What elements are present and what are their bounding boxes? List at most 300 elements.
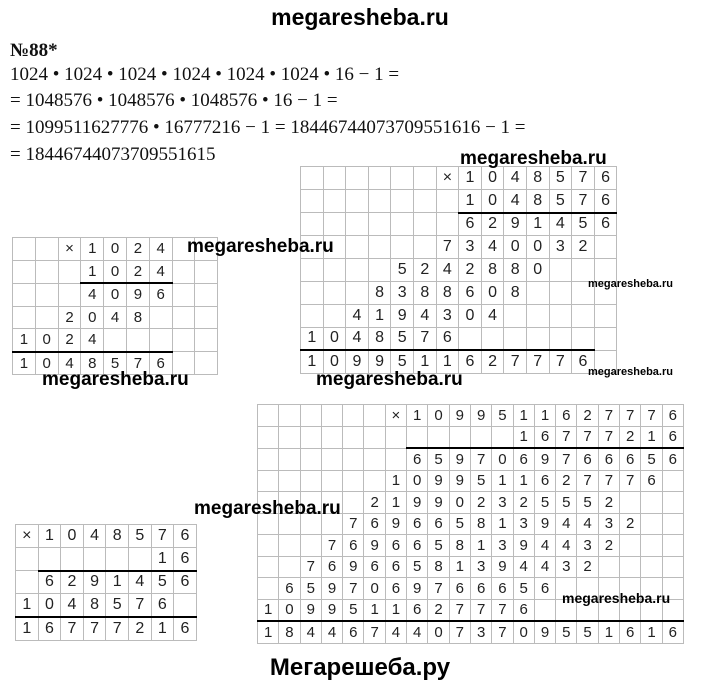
- grid-cell: 6: [343, 621, 364, 643]
- grid-cell: 4: [346, 304, 369, 327]
- grid-cell: 5: [534, 492, 555, 514]
- grid-cell: [13, 238, 36, 261]
- grid-cell: 3: [492, 492, 513, 514]
- grid-cell: 7: [343, 513, 364, 535]
- grid-cell: 1: [492, 470, 513, 492]
- grid-cell: 5: [577, 621, 598, 643]
- grid-cell: 1: [526, 213, 549, 236]
- grid-cell: 0: [504, 236, 527, 259]
- grid-cell: 6: [594, 167, 617, 190]
- grid-cell: [279, 470, 300, 492]
- grid-cell: 3: [556, 556, 577, 578]
- grid-cell: 2: [598, 492, 619, 514]
- grid-cell: 1: [534, 405, 555, 427]
- grid-cell: [549, 259, 572, 282]
- grid-row: [16, 525, 197, 548]
- grid-cell: 0: [481, 167, 504, 190]
- grid-cell: 0: [428, 405, 449, 427]
- grid-cell: [572, 304, 595, 327]
- grid-row: [16, 547, 197, 570]
- grid-cell: 6: [407, 513, 428, 535]
- grid-cell: 9: [534, 448, 555, 470]
- grid-cell: 9: [343, 556, 364, 578]
- grid-cell: 1: [13, 329, 36, 352]
- grid-cell: 6: [385, 535, 406, 557]
- grid-cell: 7: [492, 599, 513, 621]
- grid-cell: 6: [385, 578, 406, 600]
- grid-cell: 8: [526, 167, 549, 190]
- grid-cell: 6: [662, 448, 683, 470]
- grid-row: [258, 448, 684, 470]
- grid-cell: 0: [459, 304, 482, 327]
- grid-cell: 4: [481, 236, 504, 259]
- grid-cell: 7: [300, 556, 321, 578]
- grid-cell: 0: [428, 621, 449, 643]
- grid-cell: [301, 304, 324, 327]
- grid-cell: 9: [391, 304, 414, 327]
- grid-cell: [620, 535, 641, 557]
- grid-cell: 9: [385, 513, 406, 535]
- grid-cell: 7: [364, 621, 385, 643]
- grid-cell: [549, 327, 572, 350]
- grid-cell: 4: [385, 621, 406, 643]
- grid-cell: 2: [481, 350, 504, 373]
- grid-cell: 2: [364, 492, 385, 514]
- grid-cell: [343, 492, 364, 514]
- grid-cell: [172, 306, 195, 329]
- grid-cell: 4: [346, 327, 369, 350]
- grid-cell: 0: [481, 189, 504, 212]
- grid-cell: 6: [174, 525, 197, 548]
- grid-cell: 4: [513, 556, 534, 578]
- grid-cell: 0: [279, 599, 300, 621]
- grid-cell: [195, 260, 218, 283]
- grid-cell: 1: [513, 405, 534, 427]
- grid-cell: [481, 327, 504, 350]
- multiplication-grid-1048576: [300, 166, 617, 374]
- grid-cell: 3: [492, 535, 513, 557]
- grid-row: [13, 329, 218, 352]
- grid-cell: [258, 535, 279, 557]
- grid-cell: 7: [598, 470, 619, 492]
- grid-cell: 6: [534, 470, 555, 492]
- grid-cell: 8: [368, 327, 391, 350]
- grid-cell: [301, 281, 324, 304]
- grid-cell: [321, 426, 342, 448]
- grid-row: [258, 535, 684, 557]
- grid-cell: 6: [641, 470, 662, 492]
- grid-cell: [346, 281, 369, 304]
- grid-cell: 1: [258, 621, 279, 643]
- grid-cell: 4: [58, 352, 81, 375]
- grid-cell: [300, 470, 321, 492]
- grid-cell: 1: [364, 599, 385, 621]
- grid-cell: [321, 405, 342, 427]
- grid-cell: 5: [128, 525, 151, 548]
- grid-cell: [391, 167, 414, 190]
- grid-cell: [258, 578, 279, 600]
- grid-cell: 6: [385, 556, 406, 578]
- grid-cell: 6: [174, 547, 197, 570]
- grid-cell: 5: [513, 578, 534, 600]
- grid-cell: [35, 306, 58, 329]
- grid-cell: [526, 281, 549, 304]
- grid-cell: 8: [106, 525, 129, 548]
- grid-cell: 0: [526, 236, 549, 259]
- grid-cell: 7: [504, 350, 527, 373]
- grid-cell: 2: [598, 535, 619, 557]
- watermark-top: megaresheba.ru: [271, 4, 449, 30]
- grid-cell: [641, 535, 662, 557]
- grid-cell: 6: [449, 578, 470, 600]
- grid-cell: 6: [174, 571, 197, 594]
- grid-cell: [300, 426, 321, 448]
- grid-cell: 4: [413, 304, 436, 327]
- grid-cell: 1: [459, 167, 482, 190]
- grid-cell: 4: [300, 621, 321, 643]
- grid-cell: [61, 547, 84, 570]
- grid-cell: 6: [594, 189, 617, 212]
- grid-cell: 6: [662, 405, 683, 427]
- grid-cell: [526, 304, 549, 327]
- grid-cell: 6: [513, 599, 534, 621]
- grid-cell: [323, 281, 346, 304]
- grid-cell: 5: [428, 448, 449, 470]
- grid-cell: 3: [513, 513, 534, 535]
- grid-cell: 2: [459, 259, 482, 282]
- grid-cell: [13, 306, 36, 329]
- grid-cell: 5: [556, 492, 577, 514]
- grid-cell: 8: [504, 259, 527, 282]
- grid-cell: [662, 556, 683, 578]
- grid-cell: [323, 259, 346, 282]
- grid-cell: [364, 448, 385, 470]
- grid-cell: [279, 448, 300, 470]
- watermark-inline: megaresheba.ru: [316, 369, 463, 390]
- grid-cell: 5: [572, 213, 595, 236]
- grid-cell: 1: [301, 327, 324, 350]
- grid-cell: 6: [662, 621, 683, 643]
- grid-cell: 4: [81, 329, 104, 352]
- grid-cell: 6: [513, 448, 534, 470]
- grid-cell: [346, 213, 369, 236]
- grid-cell: [368, 189, 391, 212]
- grid-cell: 3: [391, 281, 414, 304]
- grid-row: [301, 213, 617, 236]
- watermark-inline-small: megaresheba.ru: [588, 278, 673, 290]
- grid-cell: 8: [81, 352, 104, 375]
- grid-cell: 5: [300, 578, 321, 600]
- grid-cell: 7: [470, 448, 491, 470]
- grid-cell: [16, 547, 39, 570]
- grid-cell: [13, 260, 36, 283]
- grid-cell: 9: [492, 556, 513, 578]
- grid-cell: 4: [83, 525, 106, 548]
- grid-cell: [492, 426, 513, 448]
- grid-cell: 1: [13, 352, 36, 375]
- grid-cell: 7: [106, 617, 129, 640]
- grid-cell: [662, 535, 683, 557]
- grid-cell: 0: [35, 352, 58, 375]
- grid-cell: 6: [556, 405, 577, 427]
- grid-cell: 5: [391, 350, 414, 373]
- grid-cell: 5: [470, 470, 491, 492]
- solution-line-4: = 18446744073709551615: [10, 144, 216, 165]
- grid-cell: 8: [83, 594, 106, 617]
- grid-cell: 0: [81, 306, 104, 329]
- grid-cell: 4: [577, 513, 598, 535]
- grid-cell: [104, 329, 127, 352]
- grid-row: [13, 260, 218, 283]
- grid-cell: 7: [428, 578, 449, 600]
- grid-cell: 6: [470, 578, 491, 600]
- grid-cell: 5: [549, 167, 572, 190]
- grid-cell: 1: [641, 621, 662, 643]
- grid-cell: 4: [549, 213, 572, 236]
- grid-cell: 1: [151, 617, 174, 640]
- grid-cell: 4: [81, 283, 104, 306]
- grid-cell: [391, 189, 414, 212]
- grid-cell: 6: [38, 617, 61, 640]
- grid-cell: 2: [58, 329, 81, 352]
- grid-cell: 7: [549, 350, 572, 373]
- grid-cell: 2: [58, 306, 81, 329]
- grid-cell: 2: [620, 513, 641, 535]
- grid-cell: [641, 556, 662, 578]
- grid-cell: [300, 535, 321, 557]
- grid-cell: 5: [391, 327, 414, 350]
- grid-cell: 7: [470, 599, 491, 621]
- grid-cell: [172, 329, 195, 352]
- grid-cell: 4: [149, 260, 172, 283]
- grid-cell: [321, 448, 342, 470]
- grid-cell: 6: [364, 513, 385, 535]
- grid-cell: 6: [620, 448, 641, 470]
- grid-cell: 4: [504, 167, 527, 190]
- grid-cell: [413, 189, 436, 212]
- grid-cell: 1: [301, 350, 324, 373]
- grid-cell: 9: [449, 470, 470, 492]
- grid-cell: [641, 492, 662, 514]
- grid-cell: [385, 448, 406, 470]
- grid-cell: 6: [151, 594, 174, 617]
- grid-cell: [279, 426, 300, 448]
- grid-cell: 1: [598, 621, 619, 643]
- grid-cell: 5: [556, 621, 577, 643]
- grid-cell: [413, 236, 436, 259]
- grid-cell: 6: [321, 556, 342, 578]
- grid-cell: 8: [126, 306, 149, 329]
- grid-cell: [391, 236, 414, 259]
- grid-cell: [279, 556, 300, 578]
- grid-cell: 0: [492, 448, 513, 470]
- grid-cell: [174, 594, 197, 617]
- grid-cell: 6: [620, 621, 641, 643]
- grid-cell: 8: [413, 281, 436, 304]
- grid-cell: [172, 283, 195, 306]
- grid-cell: [594, 327, 617, 350]
- grid-cell: 6: [459, 281, 482, 304]
- grid-row: [301, 281, 617, 304]
- grid-cell: 0: [364, 578, 385, 600]
- grid-cell: 0: [481, 281, 504, 304]
- grid-cell: [258, 556, 279, 578]
- grid-cell: 7: [321, 535, 342, 557]
- grid-cell: 1: [385, 492, 406, 514]
- grid-cell: 2: [620, 426, 641, 448]
- grid-cell: [470, 426, 491, 448]
- watermark-inline: megaresheba.ru: [460, 148, 607, 169]
- grid-cell: 7: [641, 405, 662, 427]
- grid-cell: [300, 448, 321, 470]
- grid-cell: [343, 426, 364, 448]
- grid-cell: [172, 260, 195, 283]
- grid-cell: 6: [343, 535, 364, 557]
- grid-cell: [301, 213, 324, 236]
- grid-cell: 1: [385, 470, 406, 492]
- grid-cell: [258, 426, 279, 448]
- grid-cell: 7: [436, 236, 459, 259]
- grid-cell: 1: [413, 350, 436, 373]
- grid-cell: 8: [279, 621, 300, 643]
- grid-cell: ×: [16, 525, 39, 548]
- grid-cell: 7: [413, 327, 436, 350]
- grid-cell: [258, 448, 279, 470]
- grid-row: [301, 327, 617, 350]
- grid-cell: 2: [513, 492, 534, 514]
- grid-cell: [343, 470, 364, 492]
- grid-row: [258, 426, 684, 448]
- grid-cell: [662, 470, 683, 492]
- grid-cell: 4: [556, 513, 577, 535]
- grid-cell: 1: [513, 470, 534, 492]
- grid-cell: 0: [104, 260, 127, 283]
- grid-cell: [364, 405, 385, 427]
- grid-cell: [620, 492, 641, 514]
- grid-cell: [301, 189, 324, 212]
- grid-cell: [572, 327, 595, 350]
- watermark-inline: megaresheba.ru: [194, 498, 341, 519]
- grid-cell: [149, 329, 172, 352]
- grid-cell: 6: [598, 448, 619, 470]
- grid-cell: 7: [620, 405, 641, 427]
- grid-cell: 0: [449, 492, 470, 514]
- grid-cell: 9: [321, 578, 342, 600]
- grid-cell: 5: [549, 189, 572, 212]
- grid-cell: 2: [126, 238, 149, 261]
- grid-cell: 5: [641, 448, 662, 470]
- grid-cell: [343, 405, 364, 427]
- grid-cell: [620, 556, 641, 578]
- grid-cell: [534, 599, 555, 621]
- grid-cell: [279, 535, 300, 557]
- grid-cell: 0: [407, 470, 428, 492]
- grid-cell: ×: [58, 238, 81, 261]
- grid-cell: 1: [16, 594, 39, 617]
- grid-cell: 9: [83, 571, 106, 594]
- grid-cell: 8: [428, 556, 449, 578]
- grid-cell: 8: [449, 535, 470, 557]
- grid-cell: [346, 259, 369, 282]
- grid-cell: [504, 327, 527, 350]
- grid-cell: [126, 329, 149, 352]
- grid-cell: 9: [534, 621, 555, 643]
- grid-cell: [38, 547, 61, 570]
- grid-cell: 7: [492, 621, 513, 643]
- grid-row: [16, 571, 197, 594]
- grid-cell: 4: [556, 535, 577, 557]
- grid-cell: 7: [620, 470, 641, 492]
- grid-cell: 9: [368, 350, 391, 373]
- grid-cell: [323, 304, 346, 327]
- grid-cell: 0: [104, 283, 127, 306]
- grid-cell: 7: [577, 470, 598, 492]
- grid-cell: 3: [470, 556, 491, 578]
- grid-cell: [413, 167, 436, 190]
- grid-cell: [343, 448, 364, 470]
- grid-cell: 5: [104, 352, 127, 375]
- grid-cell: 5: [343, 599, 364, 621]
- grid-cell: 9: [364, 535, 385, 557]
- grid-cell: 5: [449, 513, 470, 535]
- grid-cell: [436, 189, 459, 212]
- grid-cell: [346, 236, 369, 259]
- grid-cell: 4: [534, 535, 555, 557]
- grid-cell: [323, 189, 346, 212]
- grid-cell: 5: [151, 571, 174, 594]
- grid-cell: 7: [556, 426, 577, 448]
- watermark-inline: megaresheba.ru: [187, 236, 334, 257]
- grid-cell: 1: [385, 599, 406, 621]
- grid-cell: 8: [526, 189, 549, 212]
- grid-cell: 5: [391, 259, 414, 282]
- grid-row: [16, 617, 197, 640]
- grid-cell: 6: [149, 352, 172, 375]
- grid-cell: 9: [513, 535, 534, 557]
- grid-cell: [549, 281, 572, 304]
- grid-cell: [301, 167, 324, 190]
- grid-cell: 5: [492, 405, 513, 427]
- grid-cell: [504, 304, 527, 327]
- grid-cell: 7: [572, 189, 595, 212]
- grid-cell: [459, 327, 482, 350]
- grid-cell: 3: [549, 236, 572, 259]
- grid-cell: 3: [470, 621, 491, 643]
- grid-cell: 1: [368, 304, 391, 327]
- grid-cell: 9: [449, 448, 470, 470]
- solution-line-1: 1024 • 1024 • 1024 • 1024 • 1024 • 1024 • 16 − 1 =: [10, 64, 400, 85]
- grid-cell: [149, 306, 172, 329]
- grid-cell: 9: [346, 350, 369, 373]
- grid-cell: 1: [81, 260, 104, 283]
- grid-cell: [385, 426, 406, 448]
- grid-cell: [195, 329, 218, 352]
- grid-cell: 1: [641, 426, 662, 448]
- grid-cell: 1: [16, 617, 39, 640]
- grid-cell: ×: [436, 167, 459, 190]
- grid-cell: 8: [436, 281, 459, 304]
- grid-cell: 4: [407, 621, 428, 643]
- grid-cell: 6: [174, 617, 197, 640]
- grid-cell: 9: [407, 492, 428, 514]
- grid-cell: [364, 470, 385, 492]
- grid-cell: [300, 405, 321, 427]
- grid-cell: 0: [61, 525, 84, 548]
- grid-cell: 6: [534, 426, 555, 448]
- grid-cell: 6: [577, 448, 598, 470]
- grid-cell: 0: [104, 238, 127, 261]
- grid-cell: 6: [364, 556, 385, 578]
